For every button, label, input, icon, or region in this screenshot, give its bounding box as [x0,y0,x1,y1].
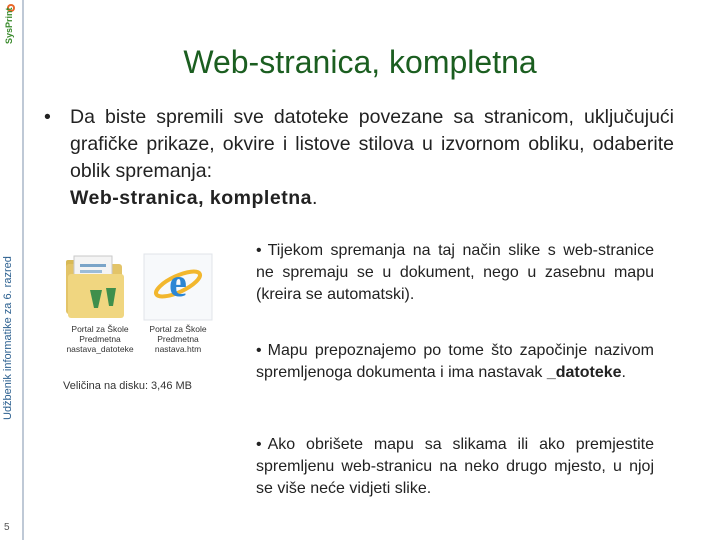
page-number: 5 [4,522,10,533]
bullet-item [256,240,654,306]
bullet-item [256,434,654,500]
folder-caption: Portal za Škole Predmetna nastava_datoteke [66,324,134,354]
svg-text:e: e [169,260,187,305]
folder-suffix: _datoteke [546,364,622,381]
bullet-icon: • [256,436,262,453]
html-file-item [140,252,216,364]
bullet-item [256,340,654,384]
bullet-icon: • [44,106,51,128]
bullet-text: Mapu prepoznajemo po tome što započinje nazivom spremljenoga dokumenta i ima nastavak [256,342,654,381]
intro-format-line [70,185,674,212]
folder-icon [60,252,140,324]
publisher-logo [0,0,22,54]
sidebar-divider [22,0,24,540]
textbook-label-text: Udžbenik informatike za 6. razred [2,256,14,420]
bullet-period: . [621,364,626,381]
internet-explorer-icon [140,252,216,324]
intro-paragraph [44,104,674,212]
slide-title: Web-stranica, kompletna [183,44,537,80]
bullet-text: Ako obrišete mapu sa slikama ili ako premjestite spremljenu web-stranicu na neko drugo mjesto, u njoj se više neće vidjeti slike. [256,436,654,497]
bullet-icon: • [256,342,262,359]
intro-period: . [311,187,318,209]
saved-files-figure [60,252,216,382]
html-file-caption: Portal za Škole Predmetna nastava.htm [149,324,207,354]
intro-format-name: Web-stranica, kompletna [70,187,312,209]
disk-size-label: Veličina na disku: 3,46 MB [63,380,193,392]
intro-text: Da biste spremili sve datoteke povezane sa stranicom, uključujući grafičke prikaze, okvire i listove stilova u izvornom obliku, odaberite oblik spremanja: [70,106,674,182]
bullet-icon: • [256,242,262,259]
logo-text: SysPrint [4,7,14,44]
folder-item [60,252,140,364]
bullet-text: Tijekom spremanja na taj način slike s web-stranice ne spremaju se u dokument, nego u zasebnu mapu (kreira se automatski). [256,242,654,303]
